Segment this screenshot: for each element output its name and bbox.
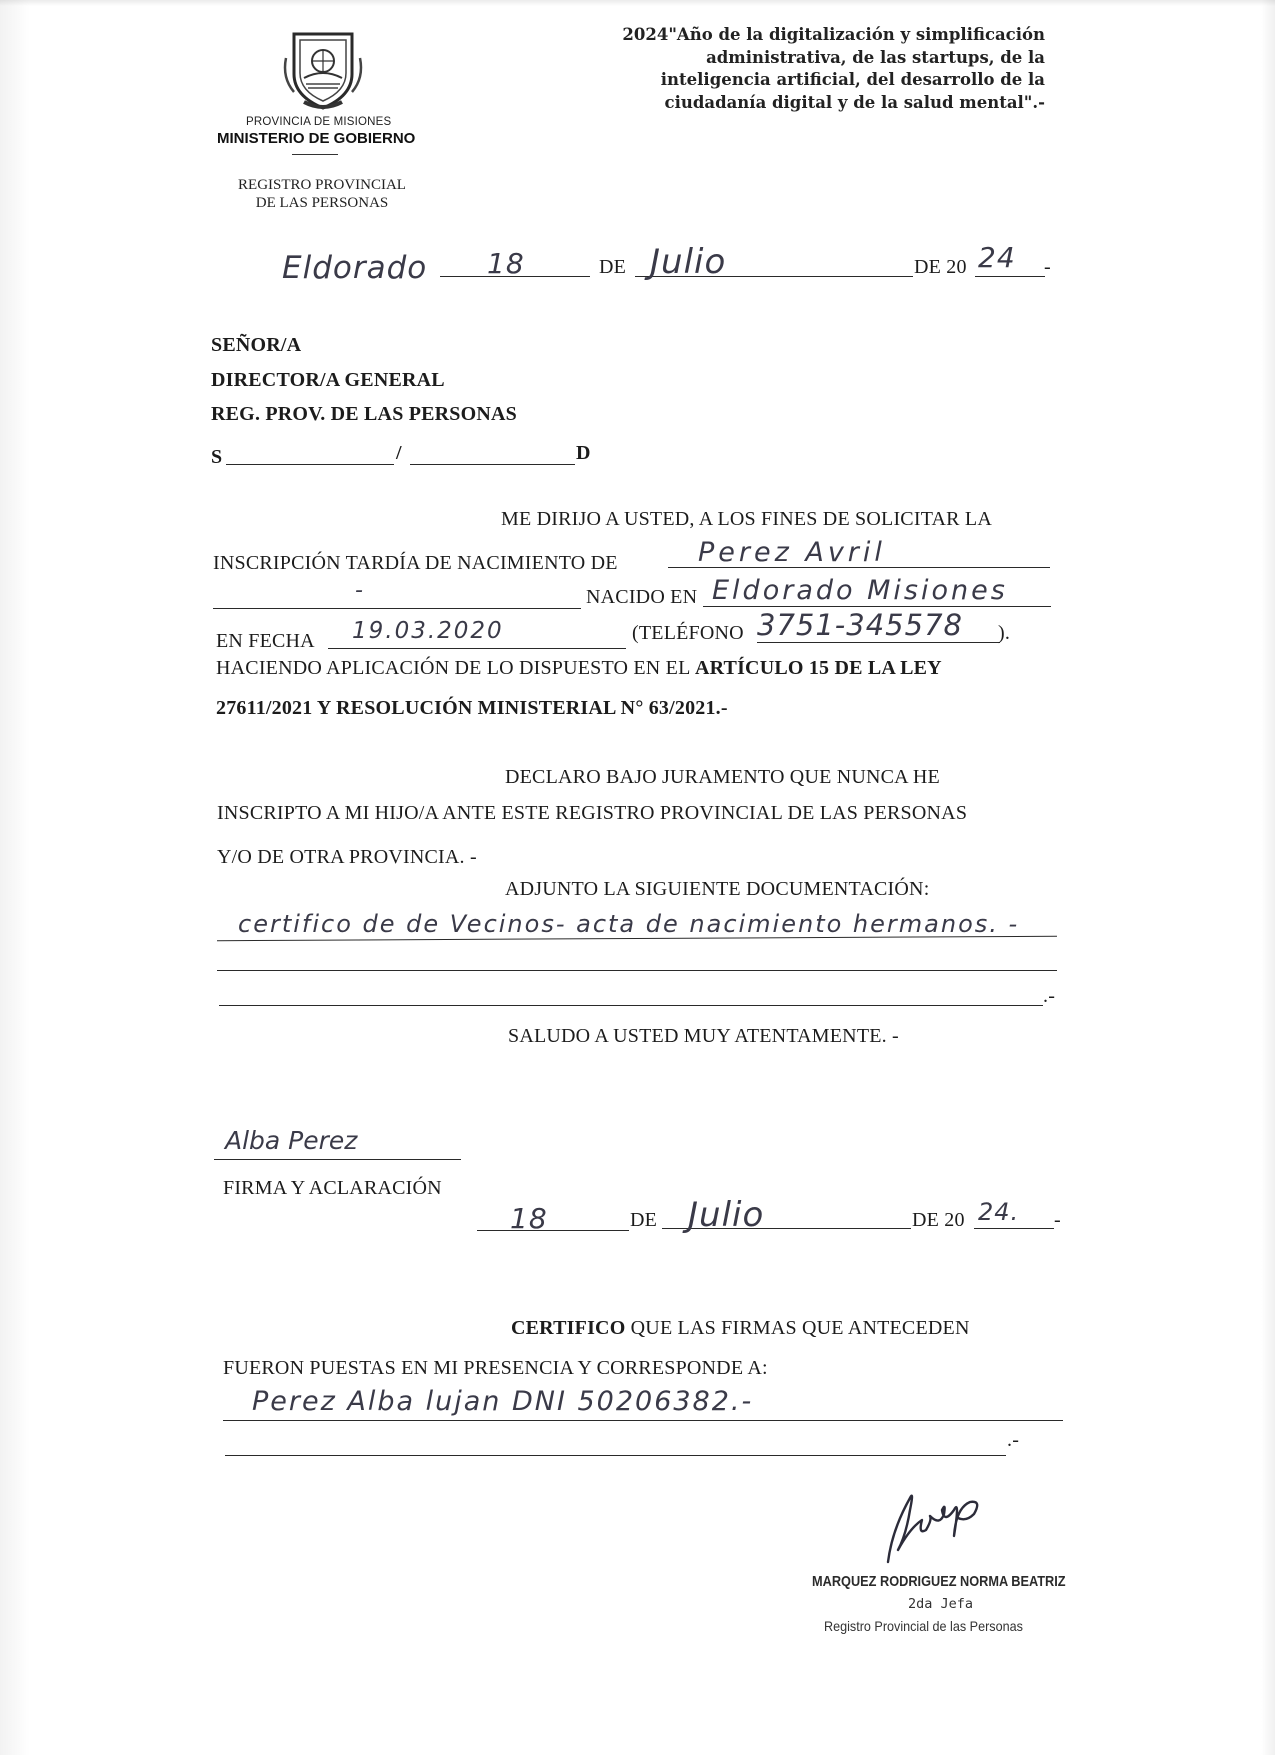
law-article: ARTÍCULO 15 DE LA LEY (694, 657, 942, 679)
certified-person-blank-2 (225, 1455, 1006, 1456)
official-signature-scribble (870, 1480, 1000, 1570)
slogan-line: inteligencia artificial, del desarrollo de la (660, 70, 1045, 89)
ministry-name: MINISTERIO DE GOBIERNO (217, 130, 416, 147)
closing-salutation: SALUDO A USTED MUY ATENTAMENTE. - (508, 1025, 899, 1047)
year-slogan (545, 24, 1045, 114)
certification-line-2: FUERON PUESTAS EN MI PRESENCIA Y CORRESPONDE A: (223, 1357, 768, 1379)
official-office: Registro Provincial de las Personas (824, 1618, 1023, 1634)
handwritten-documents: certifico de de Vecinos- acta de nacimiento hermanos. - (238, 910, 1020, 938)
addressee-office: REG. PROV. DE LAS PERSONAS (211, 403, 518, 425)
handwritten-phone: 3751-345578 (757, 608, 963, 642)
handwritten-birth-date: 19.03.2020 (352, 618, 504, 644)
request-intro: ME DIRIJO A USTED, A LOS FINES DE SOLICITAR LA (501, 508, 992, 530)
handwritten-day: 18 (487, 247, 525, 280)
certification-line-1 (511, 1317, 970, 1340)
certify-word: CERTIFICO (511, 1317, 626, 1339)
phone-blank (757, 642, 1000, 643)
law-reference (216, 657, 942, 680)
signature-blank (214, 1159, 461, 1160)
birth-date-blank (328, 648, 626, 649)
day2-blank (477, 1230, 629, 1231)
ministry-underline (292, 154, 338, 155)
province-crest (280, 28, 366, 112)
date-de-label: DE (599, 256, 627, 278)
documents-blank-3 (219, 1005, 1043, 1006)
late-registration-label: INSCRIPCIÓN TARDÍA DE NACIMIENTO DE (213, 552, 618, 574)
addressee-blank-2 (410, 464, 575, 465)
official-name: MARQUEZ RODRIGUEZ NORMA BEATRIZ (812, 1573, 1066, 1590)
sworn-declaration-intro: DECLARO BAJO JURAMENTO QUE NUNCA HE (505, 766, 940, 788)
handwritten-day-2: 18 (510, 1202, 548, 1235)
date2-de-label: DE (630, 1209, 658, 1231)
official-signature-icon (870, 1480, 1000, 1570)
certification-end: .- (1007, 1429, 1020, 1451)
scan-top-shadow (0, 0, 1275, 6)
documents-end: .- (1043, 985, 1056, 1007)
date-line-end: - (1044, 256, 1051, 278)
crest-emblem-icon (280, 28, 366, 112)
scan-right-shadow (1261, 0, 1275, 1755)
addressee-s: S (211, 446, 223, 468)
addressee-slash: / (396, 442, 402, 464)
documentation-intro: ADJUNTO LA SIGUIENTE DOCUMENTACIÓN: (505, 878, 930, 900)
handwritten-signature-name: Alba Perez (225, 1126, 358, 1155)
province-name: PROVINCIA DE MISIONES (246, 116, 392, 128)
year2-blank (974, 1228, 1054, 1229)
year-blank (975, 276, 1045, 277)
certification-text: QUE LAS FIRMAS QUE ANTECEDEN (630, 1317, 970, 1339)
registry-line-2: DE LAS PERSONAS (255, 195, 389, 211)
date-year-prefix: DE 20 (914, 256, 967, 278)
documents-blank-2 (217, 970, 1057, 971)
handwritten-dash: - (355, 578, 364, 603)
registry-line-1: REGISTRO PROVINCIAL (238, 177, 406, 193)
handwritten-place: Eldorado (282, 250, 428, 286)
addressee-d: D (576, 442, 591, 464)
slogan-line: administrativa, de las startups, de la (706, 47, 1045, 67)
handwritten-child-name: Perez Avril (698, 537, 886, 568)
slogan-line: 2024"Año de la digitalización y simplificación (622, 25, 1045, 44)
phone-label: (TELÉFONO (632, 622, 744, 644)
addressee-blank-1 (226, 464, 394, 465)
addressee-salutation: SEÑOR/A (211, 334, 302, 356)
sworn-declaration-line-2: INSCRIPTO A MI HIJO/A ANTE ESTE REGISTRO PROVINCIAL DE LAS PERSONAS (217, 802, 968, 824)
law-resolution: 27611/2021 Y RESOLUCIÓN MINISTERIAL N° 63/2021.- (216, 697, 728, 719)
child-name-continued-blank (213, 608, 581, 609)
handwritten-month-2: Julio (688, 1195, 765, 1235)
sworn-declaration-line-3: Y/O DE OTRA PROVINCIA. - (217, 846, 477, 868)
handwritten-certified-person: Perez Alba lujan DNI 50206382.- (252, 1386, 754, 1417)
signature-label: FIRMA Y ACLARACIÓN (223, 1177, 442, 1199)
handwritten-year-2: 24. (978, 1198, 1020, 1226)
birthplace-blank (703, 606, 1051, 607)
addressee-title: DIRECTOR/A GENERAL (211, 369, 445, 391)
certified-person-blank-1 (223, 1420, 1063, 1421)
date2-year-prefix: DE 20 (912, 1209, 965, 1231)
phone-close: ). (998, 622, 1011, 644)
date2-line-end: - (1054, 1209, 1061, 1231)
scan-left-shadow (0, 0, 30, 1755)
handwritten-month: Julio (650, 242, 727, 282)
handwritten-birthplace: Eldorado Misiones (712, 575, 1008, 606)
born-in-label: NACIDO EN (586, 586, 698, 608)
slogan-line: ciudadanía digital y de la salud mental".- (664, 92, 1045, 112)
law-reference-text: HACIENDO APLICACIÓN DE LO DISPUESTO EN EL (216, 657, 690, 679)
official-title: 2da Jefa (908, 1596, 974, 1612)
birth-date-label: EN FECHA (216, 630, 315, 652)
handwritten-year: 24 (978, 241, 1016, 274)
